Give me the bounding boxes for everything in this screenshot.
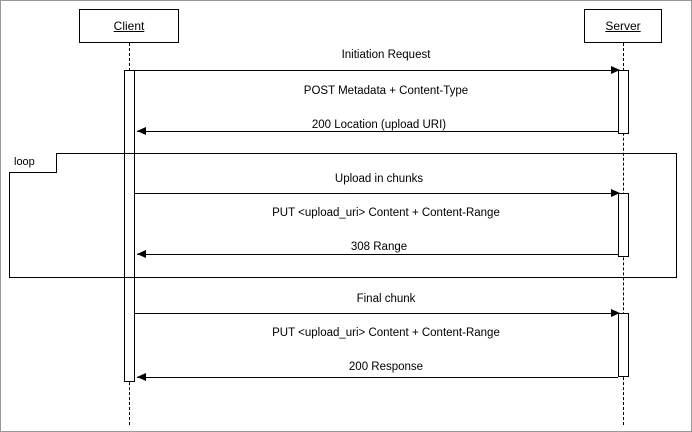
message-line-put-chunk (135, 193, 620, 194)
participant-client[interactable] (79, 9, 179, 43)
message-arrow-post-metadata (611, 66, 620, 74)
activation-server-3 (618, 313, 629, 377)
message-arrow-308-range (137, 250, 146, 258)
message-label-200-response: 200 Response (348, 361, 424, 373)
message-note-upload-chunks: Upload in chunks (334, 173, 424, 185)
message-line-post-metadata (135, 70, 620, 71)
message-note-final-chunk: Final chunk (356, 293, 416, 305)
loop-fragment-label: loop (14, 156, 35, 168)
message-arrow-put-chunk (611, 189, 620, 197)
activation-server-2 (618, 193, 629, 257)
message-arrow-200-response (137, 373, 146, 381)
message-line-308-range (137, 254, 618, 255)
message-line-200-location (137, 131, 618, 132)
message-label-200-location: 200 Location (upload URI) (311, 119, 447, 131)
message-note-initiation: Initiation Request (341, 49, 431, 61)
participant-server[interactable] (584, 9, 662, 43)
participant-client-label: Client (113, 19, 145, 33)
message-line-200-response (137, 377, 618, 378)
message-arrow-200-location (137, 127, 146, 135)
participant-server-label: Server (605, 19, 641, 33)
message-label-put-final-chunk: PUT <upload_uri> Content + Content-Range (272, 327, 500, 339)
message-label-put-chunk: PUT <upload_uri> Content + Content-Range (272, 207, 500, 219)
message-label-post-metadata: POST Metadata + Content-Type (303, 85, 469, 97)
message-line-put-final-chunk (135, 313, 620, 314)
message-label-308-range: 308 Range (350, 241, 408, 253)
activation-server-1 (618, 70, 629, 134)
message-arrow-put-final-chunk (611, 309, 620, 317)
